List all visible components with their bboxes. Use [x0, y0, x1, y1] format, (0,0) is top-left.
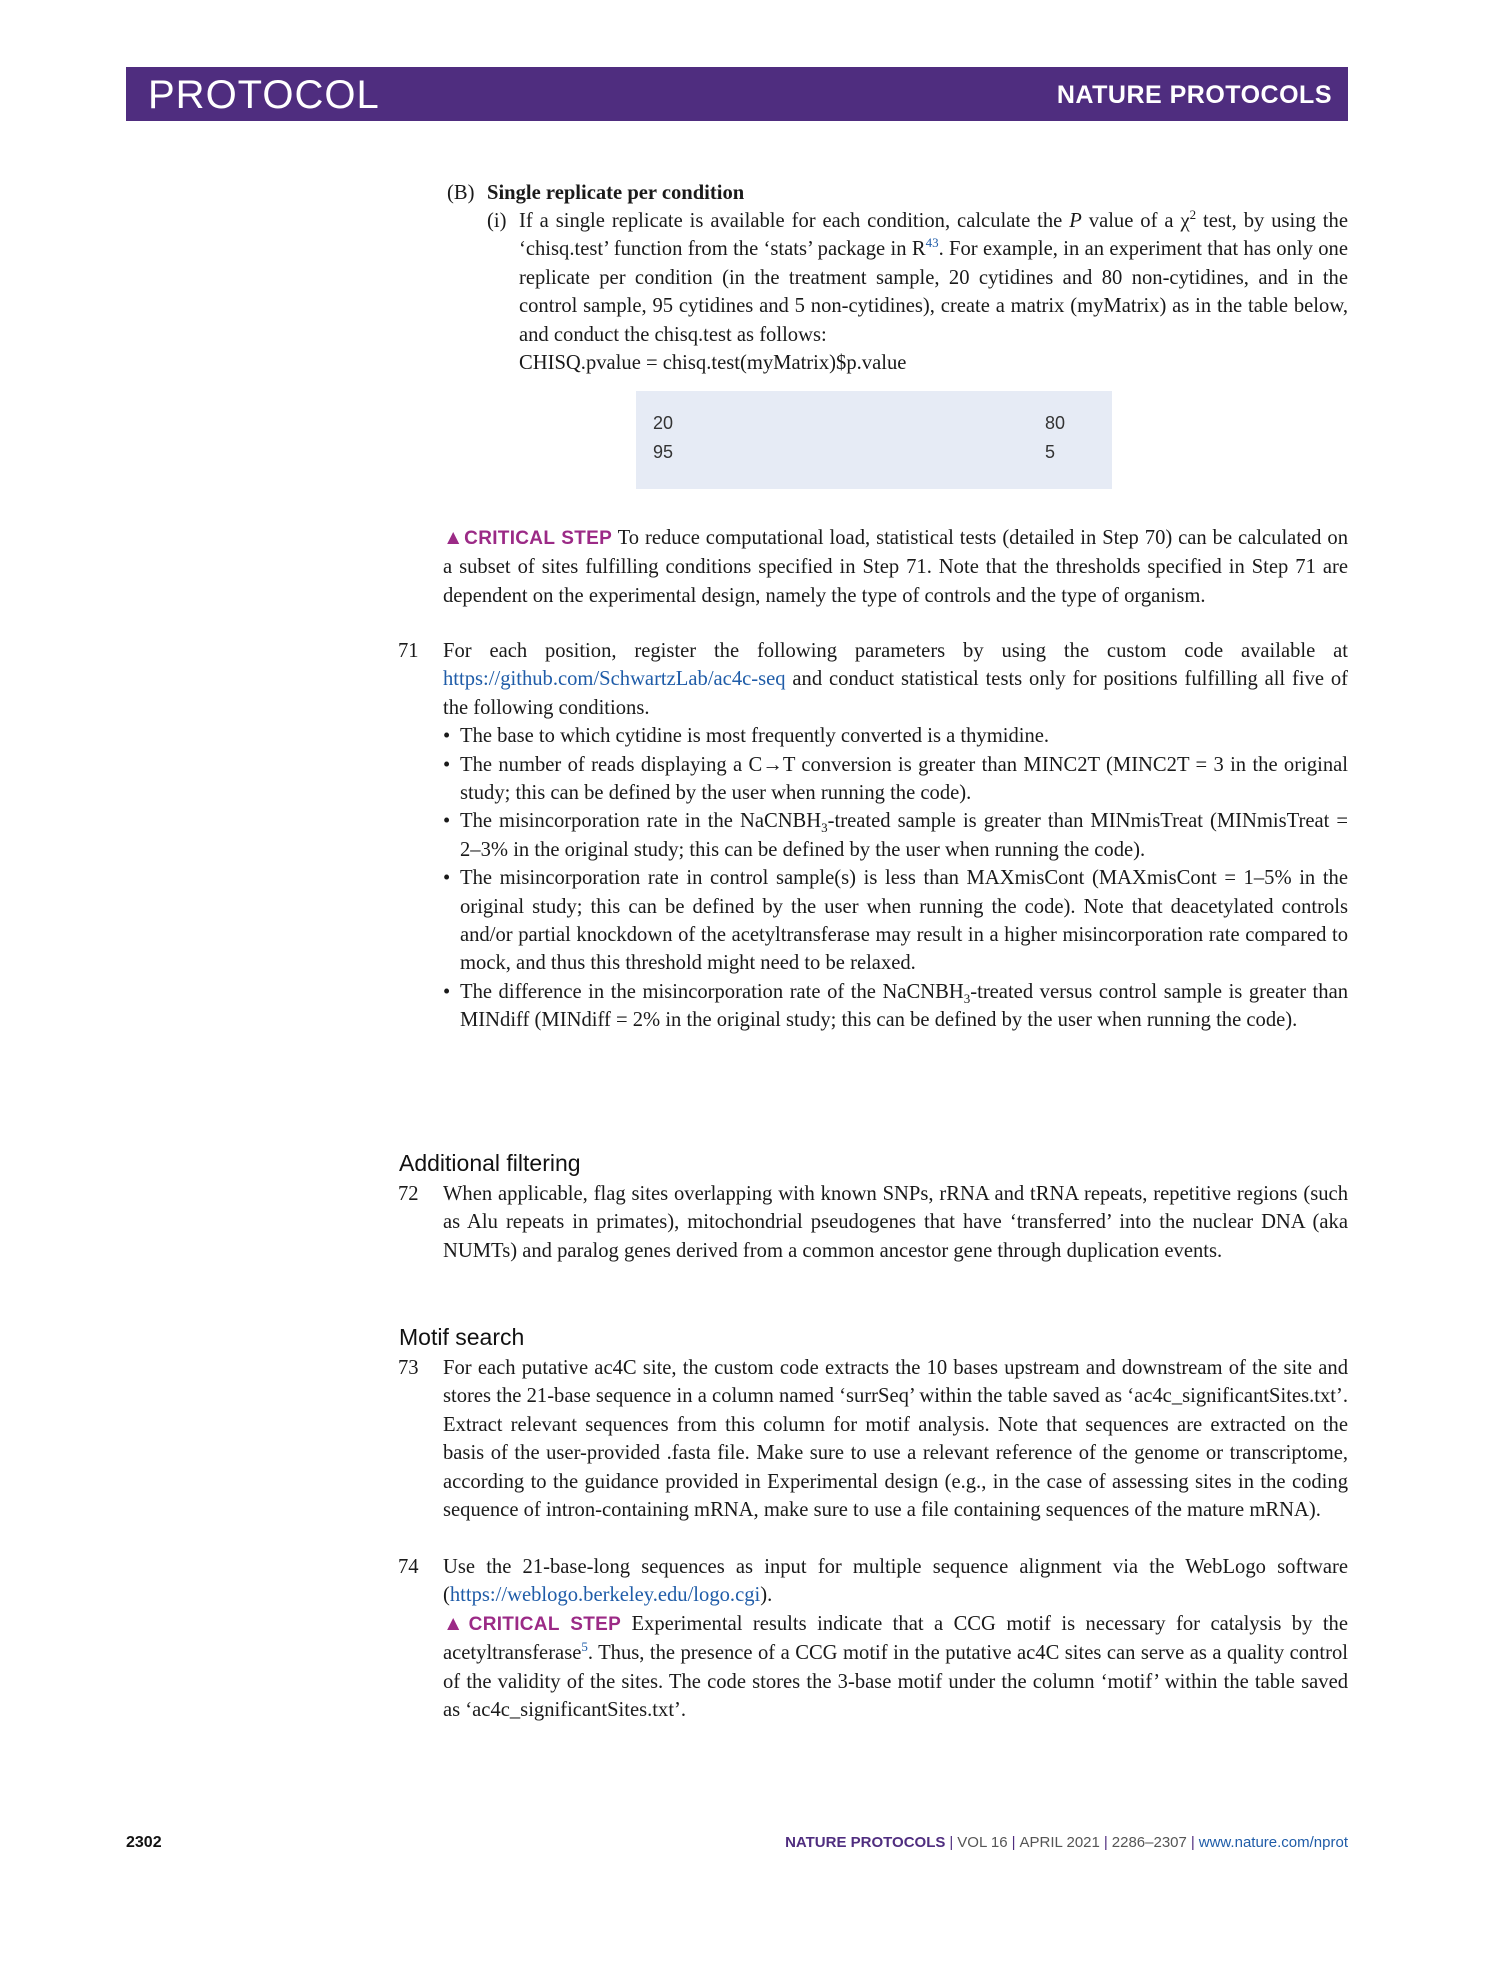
warning-triangle-icon: ▲	[443, 1612, 469, 1635]
critical-step-marker: CRITICAL STEP	[468, 1613, 622, 1635]
section-label: PROTOCOL	[148, 73, 380, 117]
table-cell: 20	[653, 413, 674, 433]
list-item: • The base to which cytidine is most frequently converted is a thymidine.	[443, 725, 1050, 748]
matrix-table	[636, 391, 1112, 489]
step-72: When applicable, flag sites overlapping with known SNPs, rRNA and tRNA repeats, repetitive regions (such as Alu repeats in primates), mitochondrial pseudogenes that have ‘transferred’ into the nuclear DNA (aka NUMTs) and paralog genes derived from a common ancestor gene through duplication events.	[443, 1183, 1348, 1262]
code-line: CHISQ.pvalue = chisq.test(myMatrix)$p.value	[519, 352, 907, 374]
list-item: • The number of reads displaying a C→T conversion is greater than MINC2T (MINC2T = 3 in the original study; this can be defined by the user when running the code).	[443, 753, 1348, 805]
page-number: 2302	[126, 1834, 162, 1851]
step-number-71: 71	[398, 640, 419, 662]
step-number-74: 74	[398, 1556, 419, 1578]
step-b-label: (B)	[447, 182, 475, 204]
step-71: For each position, register the following parameters by using the custom code available at https://github.com/SchwartzLab/ac4c-seq and conduct statistical tests only for positions fulfilling all five of the following conditions. • The base to which cytidine is most frequently converted is a thymidine. • The number of reads displaying a C→T conversion is greater than MINC2T (MINC2T = 3 in the original study; this can be defined by the user when running the code). • The misincorporation rate in the NaCNBH$_3$-treated sample is greater than MINmisTreat (MINmisTreat = 2–3% in the original study; this can be defined by the user when running the code). • The misincorporation rate in control sample(s) is less than MAXmisCont (MAXmisCont = 1–5% in the original study; this can be defined by the user when running the code). Note that deacetylated controls and/or partial knockdown of the acetyltransferase may result in a higher misincorporation rate compared to mock, and thus this threshold might need to be relaxed. • The difference in the misincorporation rate of the NaCNBH$_3$-treated versus control sample is greater than MINdiff (MINdiff = 2% in the original study; this can be defined by the user when running the code).	[443, 637, 1348, 1035]
step-b-i-text: If a single replicate is available for each condition, calculate the P value of a $\chi^2$ test, by using the ‘chisq.test’ function from the ‘stats’ package in $R^{43}$. For example, in an experiment that has only one replicate per condition (in the treatment sample, 20 cytidines and 80 non-cytidines, and in the control sample, 95 cytidines and 5 non-cytidines), create a matrix (myMatrix) as in the table below, and conduct the chisq.test as follows:	[519, 207, 1348, 346]
footer-citation: NATURE PROTOCOLS | VOL 16 | APRIL 2021 | 2286–2307 | www.nature.com/nprot	[785, 1834, 1348, 1851]
journal-label: NATURE PROTOCOLS	[1056, 81, 1332, 109]
step-74: Use the 21-base-long sequences as input for multiple sequence alignment via the WebLogo software (https://weblogo.berkeley.edu/logo.cgi). ▲CRITICAL STEP Experimental results indicate that a CCG motif is necessary for catalysis by the acetyltransferase$^5$. Thus, the presence of a CCG motif in the putative ac4C sites can serve as a quality control of the validity of the sites. The code stores the 3-base motif under the column ‘motif’ within the table saved as ‘ac4c_significantSites.txt’.	[443, 1553, 1348, 1724]
section-heading-filtering: Additional filtering	[399, 1150, 581, 1176]
list-item: • The difference in the misincorporation rate of the NaCNBH$_3$-treated versus control sample is greater than MINdiff (MINdiff = 2% in the original study; this can be defined by the user when running the code).	[443, 980, 1349, 1032]
warning-triangle-icon: ▲	[443, 527, 465, 549]
step-number-73: 73	[398, 1357, 419, 1379]
table-cell: 5	[1045, 442, 1056, 462]
github-link[interactable]: https://github.com/SchwartzLab/ac4c-seq	[443, 668, 786, 691]
weblogo-link[interactable]: https://weblogo.berkeley.edu/logo.cgi	[449, 1584, 761, 1607]
table-cell: 80	[1045, 413, 1066, 433]
critical-step-2: ▲CRITICAL STEP Experimental results indicate that a CCG motif is necessary for catalysis by the acetyltransferase$^5$. Thus, the presence of a CCG motif in the putative ac4C sites can serve as a quality control of the validity of the sites. The code stores the 3-base motif under the column ‘motif’ within the table saved as ‘ac4c_significantSites.txt’.	[443, 1612, 1348, 1722]
step-b-title: Single replicate per condition	[487, 182, 745, 204]
header-banner	[126, 67, 1348, 121]
step-73: For each putative ac4C site, the custom code extracts the 10 bases upstream and downstream of the site and stores the 21-base sequence in a column named ‘surrSeq’ within the table saved as ‘ac4c_significantSites.txt’. Extract relevant sequences from this column for motif analysis. Note that sequences are extracted on the basis of the user-provided .fasta file. Make sure to use a relevant reference of the genome or transcriptome, according to the guidance provided in Experimental design (e.g., in the case of assessing sites in the coding sequence of intron-containing mRNA, make sure to use a file containing sequences of the mature mRNA).	[443, 1357, 1348, 1522]
critical-step-1: ▲CRITICAL STEP To reduce computational load, statistical tests (detailed in Step 70) can be calculated on a subset of sites fulfilling conditions specified in Step 71. Note that the thresholds specified in Step 71 are dependent on the experimental design, namely the type of controls and the type of organism.	[443, 527, 1349, 607]
step-b-i-label: (i)	[487, 210, 507, 232]
table-cell: 95	[653, 442, 674, 462]
critical-step-marker: CRITICAL STEP	[464, 528, 613, 549]
ref-43-link[interactable]: 43	[925, 235, 939, 251]
ref-5-link[interactable]: 5	[581, 1639, 588, 1655]
list-item: • The misincorporation rate in control sample(s) is less than MAXmisCont (MAXmisCont = 1–5% in the original study; this can be defined by the user when running the code). Note that deacetylated controls and/or partial knockdown of the acetyltransferase may result in a higher misincorporation rate compared to mock, and thus this threshold might need to be relaxed.	[443, 867, 1348, 975]
step-number-72: 72	[398, 1183, 419, 1205]
nprot-link[interactable]: www.nature.com/nprot	[1198, 1834, 1348, 1851]
section-heading-motif: Motif search	[399, 1324, 525, 1350]
list-item: • The misincorporation rate in the NaCNBH$_3$-treated sample is greater than MINmisTreat (MINmisTreat = 2–3% in the original study; this can be defined by the user when running the code).	[443, 810, 1348, 861]
